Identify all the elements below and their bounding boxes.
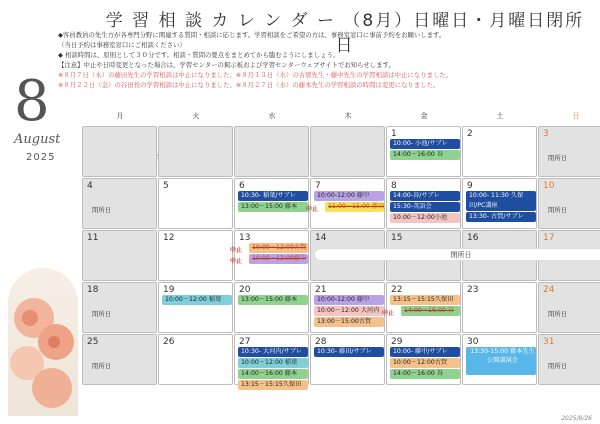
day-number: 27: [239, 337, 251, 347]
calendar-day-cell[interactable]: [158, 334, 233, 385]
schedule-event-text: 10:00－12:00小池: [393, 214, 448, 221]
cancelled-mark: 中止: [230, 247, 243, 254]
day-number: 28: [315, 337, 327, 347]
schedule-event-text: 13:15－15:15久保田: [393, 296, 454, 303]
schedule-event[interactable]: [390, 150, 460, 160]
calendar-day-cell[interactable]: [234, 334, 309, 388]
schedule-event[interactable]: [390, 369, 460, 379]
day-of-week-label: 金: [420, 112, 428, 120]
schedule-event[interactable]: [390, 191, 460, 201]
calendar-day-cell[interactable]: [462, 178, 537, 229]
calendar-day-cell[interactable]: [382, 282, 461, 333]
schedule-event[interactable]: [314, 295, 384, 305]
month-number: 8: [14, 69, 50, 134]
day-number: 1: [391, 129, 397, 139]
calendar-day-cell[interactable]: [234, 282, 309, 333]
day-number: 7: [315, 181, 321, 191]
schedule-event-text: 10:00－12:00 大河内: [317, 307, 380, 314]
day-number: 4: [87, 181, 93, 191]
schedule-event[interactable]: [390, 213, 460, 223]
closed-day-label: 閉所日: [548, 310, 568, 318]
calendar-day-cell[interactable]: [462, 282, 537, 333]
day-number: 19: [163, 285, 175, 295]
day-number: 12: [163, 233, 175, 243]
day-number: 18: [87, 285, 99, 295]
schedule-event[interactable]: [314, 191, 384, 201]
day-number: 23: [467, 285, 479, 295]
day-of-week-label: 水: [268, 112, 276, 120]
note-line: ※８月２２日（金）の谷田長の学習相談は中止になりました。※８月２７日（水）の藤本先生の学習相談の時間は変更になりました。: [58, 81, 440, 89]
schedule-event[interactable]: [466, 191, 536, 211]
day-of-week-label: 日: [572, 112, 580, 120]
schedule-event[interactable]: [249, 254, 308, 264]
schedule-event[interactable]: [466, 212, 536, 222]
month-name-english: August: [14, 132, 61, 147]
day-number: 26: [163, 337, 175, 347]
note-line: ◆ 相談時間は、原則として３０分です。相談・質問の要点をまとめてから臨むようにしましょう。: [58, 51, 340, 59]
calendar-day-cell: [82, 282, 157, 333]
calendar-day-cell: [538, 178, 600, 229]
cancelled-mark: 中止: [306, 206, 319, 213]
calendar-day-cell: [538, 126, 600, 177]
schedule-event-text: 15:30-英語会: [393, 203, 432, 210]
day-number: 14: [315, 233, 327, 243]
schedule-event-text: 10:00－12:00古賀: [252, 244, 307, 251]
calendar-day-cell[interactable]: [310, 334, 385, 385]
cancelled-mark: 中止: [230, 258, 243, 265]
schedule-event-text: 10:30- 大河内/サブレ: [241, 348, 302, 355]
schedule-event-text: 10:00－12:00 稲葉: [241, 359, 298, 366]
closed-day-label: 閉所日: [92, 362, 112, 370]
schedule-event-text: 10:30- 藤田/サブレ: [317, 348, 372, 355]
day-number: 22: [391, 285, 403, 295]
calendar-day-cell: [82, 126, 157, 177]
day-number: 30: [467, 337, 479, 347]
flower-decoration-image: [8, 268, 78, 416]
calendar-day-cell[interactable]: [386, 126, 461, 177]
day-of-week-label: 土: [496, 112, 504, 120]
closed-day-label: 閉所日: [92, 206, 112, 214]
calendar-day-cell: [538, 334, 600, 385]
notes-panel: [58, 30, 598, 90]
calendar-day-cell[interactable]: [158, 178, 233, 229]
closed-day-label: 閉所日: [548, 154, 568, 162]
schedule-event-text: 10:00- 藤中/サブレ: [393, 348, 448, 355]
day-number: 2: [467, 129, 473, 139]
schedule-event-text: 13:15－15:15久保田: [241, 381, 302, 388]
calendar-day-cell: [82, 230, 157, 281]
note-line: （当日予約は事務室窓口にご相談ください）: [58, 41, 186, 49]
calendar-day-cell: [158, 126, 233, 177]
calendar-day-cell[interactable]: [158, 230, 233, 281]
calendar-day-cell[interactable]: [462, 126, 537, 177]
calendar-day-cell[interactable]: [310, 282, 385, 333]
day-number: 15: [391, 233, 403, 243]
day-number: 9: [467, 181, 473, 191]
day-number: 17: [543, 233, 555, 243]
schedule-event-text: 13:00－15:00 藤本: [241, 296, 298, 303]
calendar-day-cell: [82, 178, 157, 229]
closed-day-label: 閉所日: [548, 362, 568, 370]
day-number: 11: [87, 233, 99, 243]
calendar-day-cell: [234, 126, 309, 177]
schedule-event-text: 10:00－12:00古賀: [393, 359, 448, 366]
schedule-event-text: 14:00－16:00 谷: [393, 151, 444, 158]
schedule-event-text: 13:00－15:00古賀: [317, 318, 372, 325]
schedule-event[interactable]: [238, 369, 308, 379]
day-number: 5: [163, 181, 169, 191]
calendar-day-cell[interactable]: [230, 230, 309, 281]
schedule-event[interactable]: [390, 202, 460, 212]
schedule-event[interactable]: [162, 295, 232, 305]
footer-date: 2025/8/26: [561, 415, 592, 422]
schedule-event-text: 10:00－12:00 稲葉: [165, 296, 222, 303]
schedule-event[interactable]: [238, 202, 308, 212]
day-number: 21: [315, 285, 327, 295]
schedule-event-text: 14:00－16:00 藤本: [241, 370, 298, 377]
schedule-event-text: 10:00- 11:30 久保田/PC講座: [469, 192, 524, 209]
schedule-event[interactable]: [390, 358, 460, 368]
schedule-event-text: 11:00－15:00 藤田: [328, 203, 384, 210]
day-number: 24: [543, 285, 555, 295]
schedule-event-text: 14:00-谷/サブレ: [393, 192, 440, 199]
schedule-event[interactable]: [238, 295, 308, 305]
calendar-day-cell[interactable]: [306, 178, 385, 229]
schedule-event[interactable]: [325, 202, 384, 212]
closed-day-label: 閉所日: [548, 206, 568, 214]
day-number: 16: [467, 233, 479, 243]
schedule-event[interactable]: [314, 306, 384, 316]
schedule-event[interactable]: [238, 347, 308, 357]
schedule-event[interactable]: [314, 347, 384, 357]
day-number: 25: [87, 337, 99, 347]
cancelled-mark: 中止: [382, 310, 395, 317]
day-number: 3: [543, 129, 549, 139]
calendar-day-cell[interactable]: [386, 334, 461, 385]
schedule-event[interactable]: [314, 317, 384, 327]
schedule-event[interactable]: [238, 358, 308, 368]
day-number: 20: [239, 285, 251, 295]
calendar-day-cell: [82, 334, 157, 385]
day-number: 31: [543, 337, 555, 347]
schedule-event-text: 10:00-12:00 藤中: [317, 192, 370, 199]
schedule-event-text: 13:00－15:00 藤本: [241, 203, 298, 210]
schedule-event-text: 10:00－12:00藤中: [252, 255, 307, 262]
schedule-event[interactable]: [249, 243, 308, 253]
day-number: 8: [391, 181, 397, 191]
calendar-day-cell[interactable]: [386, 178, 461, 229]
day-number: 29: [391, 337, 403, 347]
day-number: 10: [543, 181, 555, 191]
schedule-event[interactable]: [238, 380, 308, 390]
schedule-event[interactable]: [390, 347, 460, 357]
schedule-event-text: 13:30- 古賀/サブレ: [469, 213, 524, 220]
note-line: 【注意】中止や日時変更となった場合は、学習センターの掲示板および学習センターウェブサイトでお知らせします。: [58, 61, 395, 69]
schedule-event-text: 13:30-15:00 藤本先生 公開講演会: [470, 348, 535, 364]
calendar-day-cell: [538, 282, 600, 333]
note-line: ◆客員教員の先生方が各専門分野に関連する質問・相談に応じます。学習相談をご希望の方は、事務室窓口に事前予約をお願いします。: [58, 31, 446, 39]
day-of-week-label: 火: [192, 112, 200, 120]
schedule-event[interactable]: [401, 306, 460, 316]
day-of-week-label: 月: [116, 112, 124, 120]
schedule-event-text: 10:30- 稲葉/サブレ: [241, 192, 296, 199]
schedule-event[interactable]: [390, 139, 460, 149]
day-number: 13: [239, 233, 251, 243]
day-of-week-label: 木: [344, 112, 352, 120]
schedule-event-text: 10:00- 小池/サブレ: [393, 140, 448, 147]
schedule-event[interactable]: [390, 295, 460, 305]
day-number: 6: [239, 181, 245, 191]
page-title: 学 習 相 談 カ レ ン ダ ー （8月）日曜日・月曜日閉所日: [105, 11, 585, 56]
calendar-day-cell[interactable]: [158, 282, 233, 333]
schedule-event[interactable]: [466, 347, 536, 375]
calendar-day-cell[interactable]: [462, 334, 537, 385]
closed-day-label: 閉所日: [92, 310, 112, 318]
note-line: ※８月７日（木）の藤田先生の学習相談は中止になりました。※８月１３日（水）の古賀先生・藤中先生の学習相談は中止になりました。: [58, 71, 453, 79]
year-label: 2025: [26, 152, 56, 163]
calendar-day-cell[interactable]: [234, 178, 309, 229]
closed-period-bar: 閉所日: [314, 248, 600, 261]
schedule-event-text: 14:00－16:00 谷: [404, 307, 455, 314]
schedule-event-text: 10:00-12:00 藤中: [317, 296, 370, 303]
schedule-event-text: 14:00－16:00 谷: [393, 370, 444, 377]
calendar-day-cell: [310, 126, 385, 177]
schedule-event[interactable]: [238, 191, 308, 201]
